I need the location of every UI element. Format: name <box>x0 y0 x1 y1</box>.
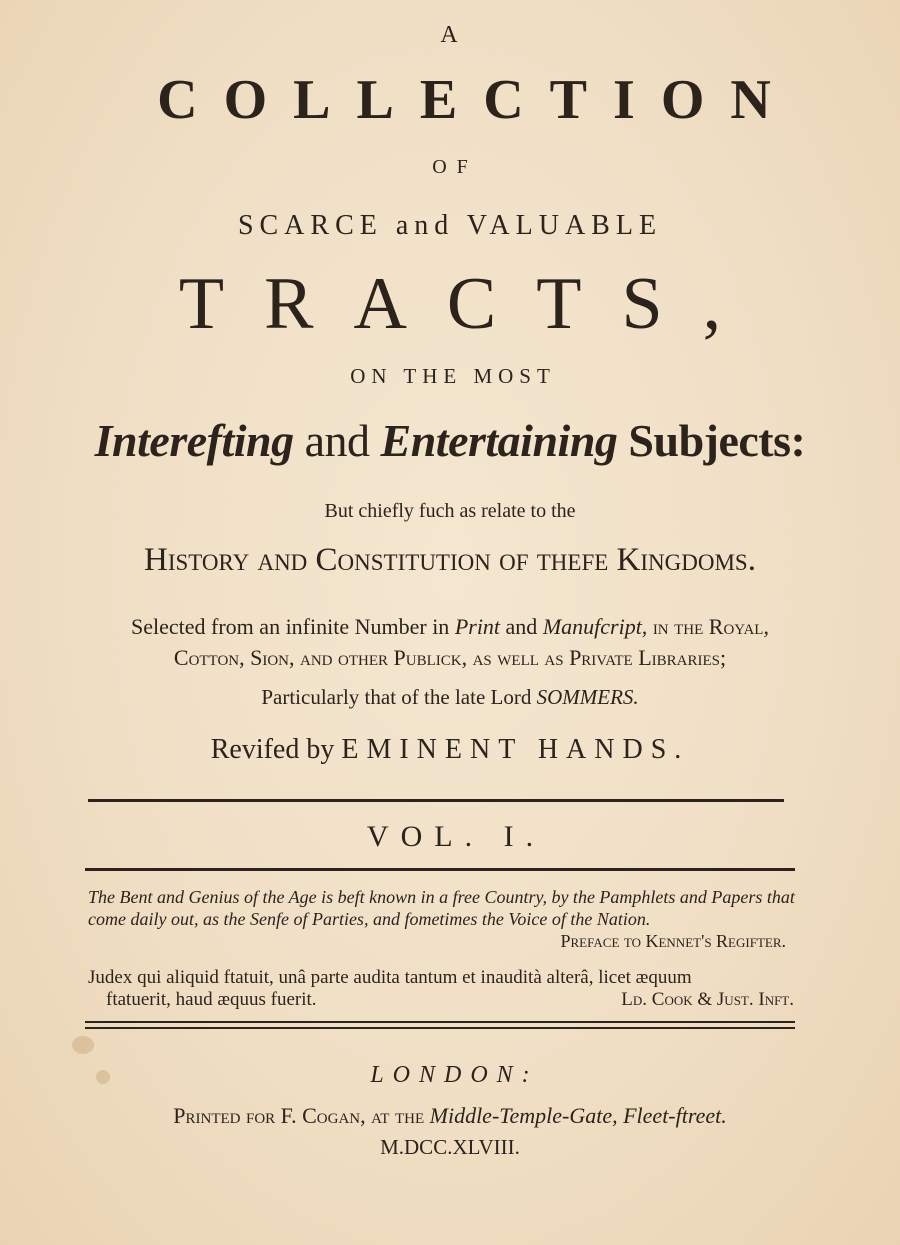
epigraph-kennet <box>88 886 798 951</box>
imprint-printer-text: Printed for F. Cogan, at the <box>173 1103 425 1128</box>
title-line-subjects <box>0 414 900 467</box>
rule-divider <box>85 1021 795 1023</box>
word-entertaining: Entertaining <box>380 415 618 466</box>
epigraph-latin <box>88 967 798 1011</box>
rule-divider <box>88 799 784 802</box>
volume-label: VOL. I. <box>366 820 546 853</box>
imprint-place-street: Fleet-ftreet. <box>623 1103 727 1128</box>
word-interesting: Interefting <box>94 415 294 466</box>
selected-and: and <box>505 614 538 639</box>
revised-line <box>0 734 900 766</box>
particularly-line <box>0 685 900 710</box>
word-subjects: Subjects: <box>628 415 806 466</box>
revised-text: Revifed by <box>210 734 335 765</box>
word-and: and <box>304 415 370 466</box>
epigraph-source: Preface to Kennet's Regifter. <box>560 931 786 951</box>
libraries-line: Cotton, Sion, and other Publick, as well as Private Libraries; <box>173 645 727 670</box>
title-line-most: ON THE MOST <box>350 364 556 388</box>
selected-text: Selected from an infinite Number in <box>131 614 450 639</box>
lord-sommers: SOMMERS. <box>536 685 639 709</box>
eminent-hands: EMINENT HANDS. <box>341 734 690 765</box>
subtitle-history: History and Constitution of thefe Kingdoms. <box>144 542 756 578</box>
imprint-date: M.DCC.XLVIII. <box>380 1135 520 1159</box>
epigraph-latin-source: Ld. Cook & Just. Inft. <box>621 989 794 1010</box>
imprint-place-gate: Middle-Temple-Gate, <box>429 1103 618 1128</box>
epigraph-latin-line2: ftatuerit, haud æquus fuerit. <box>106 989 317 1010</box>
title-line-scarce: SCARCE and VALUABLE <box>237 210 663 241</box>
title-line-a: A <box>440 22 460 48</box>
rule-divider <box>85 868 795 871</box>
subtitle-chiefly: But chiefly fuch as relate to the <box>324 500 576 522</box>
selected-manuscript: Manufcript, <box>542 614 648 639</box>
selected-royal: in the Royal, <box>652 614 769 639</box>
particularly-text: Particularly that of the late Lord <box>261 685 532 709</box>
title-line-of: OF <box>432 156 478 178</box>
selected-print: Print <box>454 614 501 639</box>
title-line-collection: COLLECTION <box>157 69 797 131</box>
selected-line <box>0 614 900 640</box>
title-line-tracts: TRACTS, <box>178 263 762 345</box>
paper-stain <box>72 1036 94 1054</box>
imprint-printer <box>0 1103 900 1129</box>
epigraph-latin-line1: Judex qui aliquid ftatuit, unâ parte audita tantum et inaudità alterâ, licet æquum <box>88 967 692 988</box>
rule-divider <box>85 1027 795 1029</box>
epigraph-text: The Bent and Genius of the Age is beft known in a free Country, by the Pamphlets and Papers that come daily out, as the Senfe of Parties, and fometimes the Voice of the Nation. <box>88 887 795 929</box>
imprint-city: LONDON: <box>370 1062 539 1088</box>
